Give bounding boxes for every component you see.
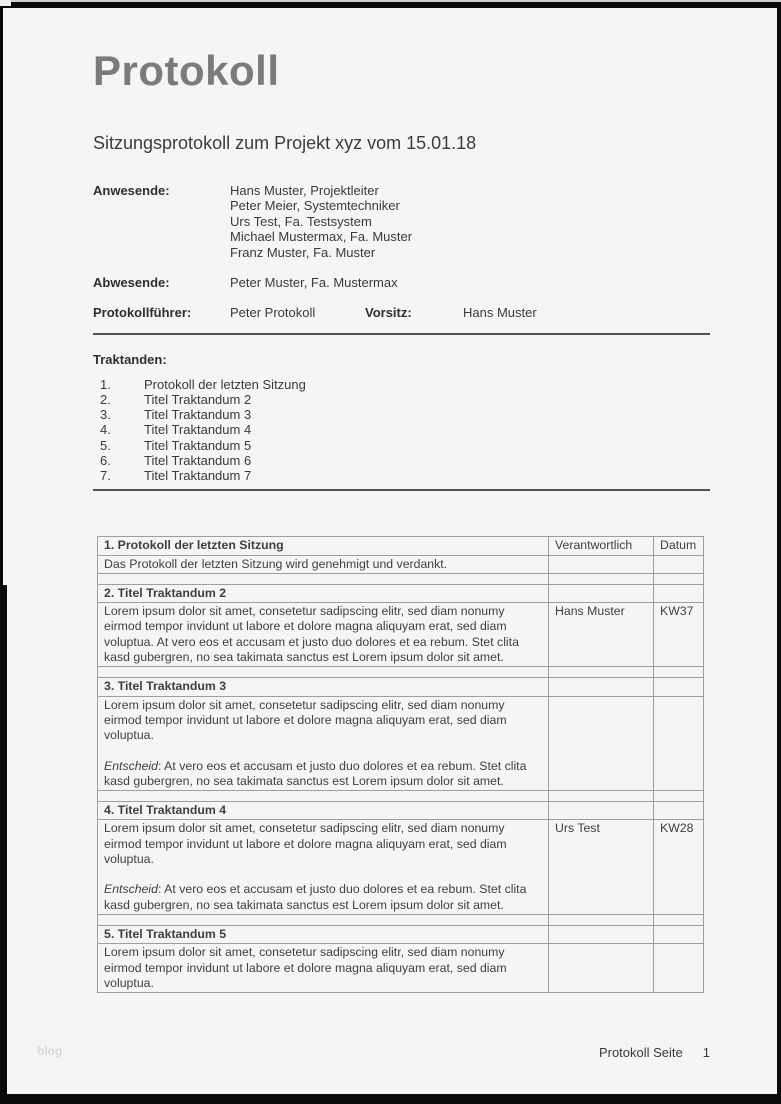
table-row: [98, 696, 704, 790]
table-row: [98, 802, 704, 820]
page-title: Protokoll: [93, 47, 280, 94]
section-title: 2. Titel Traktandum 2: [98, 584, 549, 602]
verantwortlich-cell: [549, 944, 654, 993]
column-header-verantwortlich: Verantwortlich: [549, 537, 654, 555]
entscheid-text: : At vero eos et accusam et justo duo dolores et ea rebum. Stet clita kasd gubergren, no sea takimata sanctus est Lorem ipsum dolor sit amet.: [104, 758, 527, 788]
scan-artifact-left-edge: [0, 585, 7, 1104]
protokollfuehrer-row: [93, 305, 710, 320]
item-number: 4.: [100, 422, 111, 438]
item-text: Titel Traktandum 2: [144, 392, 252, 408]
verantwortlich-cell: [549, 555, 654, 573]
verantwortlich-cell: Urs Test: [549, 820, 654, 914]
section-title: 1. Protokoll der letzten Sitzung: [98, 537, 549, 555]
entscheid-text: : At vero eos et accusam et justo duo dolores et ea rebum. Stet clita kasd gubergren, no sea takimata sanctus est Lorem ipsum dolor sit amet.: [104, 882, 527, 912]
traktanden-item: [100, 438, 710, 453]
entscheid-paragraph: [104, 882, 542, 913]
traktanden-item: [100, 392, 710, 407]
item-number: 7.: [100, 468, 111, 484]
section-title: 4. Titel Traktandum 4: [98, 802, 549, 820]
datum-cell: KW37: [654, 603, 704, 667]
attendee: Hans Muster, Projektleiter: [230, 183, 379, 198]
anwesende-row: [93, 183, 710, 260]
protokollfuehrer-value: Peter Protokoll: [230, 305, 316, 321]
vorsitz-value: Hans Muster: [463, 305, 537, 321]
section-body: Lorem ipsum dolor sit amet, consetetur sadipscing elitr, sed diam nonumy eirmod tempor invidunt ut labore et dolore magna aliquyam erat, sed diam voluptua. At vero eos et accusam et justo duo dolores et ea rebum. Stet clita kasd gubergren, no sea takimata sanctus est Lorem ipsum dolor sit amet.: [98, 603, 549, 667]
entscheid-label: Entscheid: [104, 758, 159, 773]
traktanden-list: [100, 377, 710, 483]
traktanden-label: Traktanden:: [93, 351, 167, 367]
spacer-row: [98, 667, 704, 678]
item-number: 5.: [100, 437, 111, 453]
attendee: Michael Mustermax, Fa. Muster: [230, 229, 413, 245]
table-row: [98, 820, 704, 914]
document-subtitle: Sitzungsprotokoll zum Projekt xyz vom 15.01.18: [93, 133, 477, 153]
traktanden-item: [100, 453, 710, 468]
table-row: [98, 603, 704, 667]
item-number: 2.: [100, 392, 111, 408]
table-row: [98, 537, 704, 555]
spacer-row: [98, 573, 704, 584]
divider-line: [93, 333, 710, 335]
footer-label: Protokoll Seite: [598, 1045, 683, 1060]
item-text: Titel Traktandum 4: [144, 422, 252, 438]
section-body: Das Protokoll der letzten Sitzung wird genehmigt und verdankt.: [98, 555, 549, 573]
section-title: 3. Titel Traktandum 3: [98, 678, 549, 696]
item-text: Titel Traktandum 5: [144, 437, 252, 453]
page-footer: [599, 1045, 710, 1060]
table-row: [98, 678, 704, 696]
anwesende-values: [230, 183, 710, 260]
item-number: 3.: [100, 407, 111, 423]
document-content: [3, 47, 777, 993]
attendee: Peter Meier, Systemtechniker: [230, 198, 400, 214]
datum-cell: [654, 555, 704, 573]
attendee: Urs Test, Fa. Testsystem: [230, 213, 372, 229]
item-text: Titel Traktandum 6: [144, 452, 252, 468]
section-title: 5. Titel Traktandum 5: [98, 925, 549, 943]
abwesende-row: [93, 275, 710, 290]
spacer-row: [98, 914, 704, 925]
page-number: 1: [702, 1045, 710, 1060]
table-row: [98, 944, 704, 993]
scan-artifact-corner-notch: [0, 0, 11, 6]
traktanden-item: [100, 468, 710, 483]
divider-line: [93, 489, 710, 491]
anwesende-label: Anwesende:: [93, 183, 170, 198]
entscheid-paragraph: [104, 759, 542, 790]
document-page: [3, 8, 777, 1094]
abwesende-value: Peter Muster, Fa. Mustermax: [230, 275, 398, 291]
table-row: [98, 584, 704, 602]
datum-cell: [654, 696, 704, 790]
protocol-table: [97, 536, 704, 993]
section-body: Lorem ipsum dolor sit amet, consetetur sadipscing elitr, sed diam nonumy eirmod tempor invidunt ut labore et dolore magna aliquyam erat, sed diam voluptua.: [98, 944, 549, 993]
abwesende-label: Abwesende:: [93, 275, 170, 291]
watermark: blog: [37, 1044, 63, 1058]
section-body: [98, 820, 549, 914]
traktanden-item: [100, 422, 710, 437]
verantwortlich-cell: Hans Muster: [549, 603, 654, 667]
item-text: Titel Traktandum 7: [144, 468, 252, 484]
table-row: [98, 555, 704, 573]
section-body: [98, 696, 549, 790]
traktanden-item: [100, 377, 710, 392]
entscheid-label: Entscheid: [104, 882, 159, 897]
item-text: Protokoll der letzten Sitzung: [144, 376, 306, 392]
vorsitz-label: Vorsitz:: [365, 305, 412, 321]
body-paragraph: Lorem ipsum dolor sit amet, consetetur sadipscing elitr, sed diam nonumy eirmod tempor invidunt ut labore et dolore magna aliquyam erat, sed diam voluptua.: [104, 697, 507, 743]
body-paragraph: Lorem ipsum dolor sit amet, consetetur sadipscing elitr, sed diam nonumy eirmod tempor invidunt ut labore et dolore magna aliquyam erat, sed diam voluptua.: [104, 821, 507, 867]
protokollfuehrer-label: Protokollführer:: [93, 305, 192, 321]
datum-cell: KW28: [654, 820, 704, 914]
attendee: Franz Muster, Fa. Muster: [230, 244, 376, 260]
datum-cell: [654, 944, 704, 993]
column-header-datum: Datum: [654, 537, 704, 555]
traktanden-item: [100, 407, 710, 422]
item-text: Titel Traktandum 3: [144, 407, 252, 423]
item-number: 1.: [100, 376, 111, 392]
verantwortlich-cell: [549, 696, 654, 790]
scan-artifact-top-hairline: [0, 0, 781, 2]
meta-section: [93, 183, 710, 321]
spacer-row: [98, 791, 704, 802]
table-row: [98, 925, 704, 943]
item-number: 6.: [100, 452, 111, 468]
